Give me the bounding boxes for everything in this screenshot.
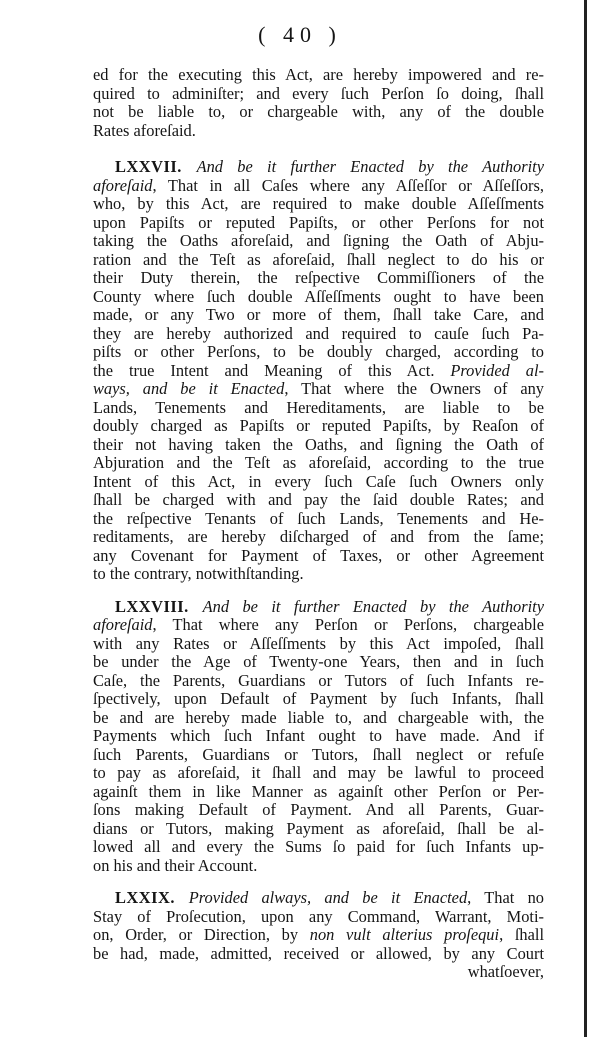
text-line xyxy=(93,709,544,728)
text-run: Intent of this Act, in every ſuch Caſe ſuch Owners only xyxy=(93,471,544,491)
italic-text: Provided al- xyxy=(450,360,544,380)
section-number: LXXIX. xyxy=(115,888,189,907)
text-run: be under the Age of Twenty-one Years, then and in ſuch xyxy=(93,652,544,671)
text-run: not be liable to, or chargeable with, any of the double xyxy=(93,102,544,121)
text-line xyxy=(93,232,544,251)
text-run: doubly charged as Papiſts or reputed Papiſts, by Reaſon of xyxy=(93,416,544,435)
italic-text: And be it further Enacted by the Authority xyxy=(196,157,544,176)
text-line xyxy=(93,399,544,418)
paragraph xyxy=(93,158,544,584)
text-run: quired to adminiſter; and every ſuch Perſon ſo doing, ſhall xyxy=(93,83,544,103)
text-run: Lands, Tenements and Hereditaments, are liable to be xyxy=(93,397,544,417)
paragraph xyxy=(93,66,544,140)
text-line xyxy=(93,528,544,547)
italic-text: aforeſaid xyxy=(93,175,153,195)
text-line xyxy=(93,325,544,344)
text-run: ſpectively, upon Default of Payment by ſuch Infants, ſhall xyxy=(93,689,544,708)
text-run: againſt them in like Manner as againſt other Perſon or Per- xyxy=(93,781,544,801)
text-line xyxy=(93,963,544,982)
text-line xyxy=(93,343,544,362)
text-line xyxy=(93,510,544,529)
text-run: ſhall be charged with and pay the ſaid double Rates; and xyxy=(93,490,544,509)
text-run: Payments which ſuch Infant ought to have made. And if xyxy=(93,726,544,745)
text-run: to the contrary, notwithſtanding. xyxy=(93,564,304,583)
text-line xyxy=(93,288,544,307)
text-run: ſuch Parents, Guardians or Tutors, ſhall neglect or refuſe xyxy=(93,744,544,764)
text-run: their not having taken the Oaths, and ſigning the Oath of xyxy=(93,434,544,454)
text-run: they are hereby authorized and required to cauſe ſuch Pa- xyxy=(93,323,544,343)
text-line xyxy=(93,103,544,122)
text-line xyxy=(93,362,544,381)
text-line xyxy=(93,436,544,455)
text-run: , That where any Perſon or Perſons, chargeable xyxy=(152,615,544,634)
text-run: Stay of Proſecution, upon any Command, Warrant, Moti- xyxy=(93,906,544,926)
text-line xyxy=(93,454,544,473)
italic-text: non vult alterius proſequi xyxy=(309,925,500,944)
text-line xyxy=(93,251,544,270)
page-edge-line xyxy=(584,0,587,1037)
text-run: made, or any Two or more of them, ſhall take Care, and xyxy=(93,305,544,324)
text-run: , ſhall xyxy=(499,925,545,944)
text-line xyxy=(93,491,544,510)
italic-text: aforeſaid xyxy=(93,615,153,634)
text-line xyxy=(93,473,544,492)
text-run: , That where the Owners of any xyxy=(284,379,545,398)
text-line xyxy=(93,565,544,584)
text-line xyxy=(93,380,544,399)
text-run: taking the Oaths aforeſaid, and ſigning the Oath of Abju- xyxy=(93,231,544,250)
text-line xyxy=(93,926,544,945)
section-number: LXXVII. xyxy=(115,157,197,176)
text-run: , That in all Caſes where any Aſſeſſor or Aſſeſſors, xyxy=(152,175,544,195)
italic-text: ways, and be it Enacted xyxy=(93,379,285,398)
text-line xyxy=(93,889,544,908)
paragraph xyxy=(93,889,544,982)
text-run: County where ſuch double Aſſeſſments ought to have been xyxy=(93,286,544,306)
text-run: , That no xyxy=(467,888,544,907)
text-line xyxy=(93,66,544,85)
text-run: piſts or other Perſons, to be doubly charged, according to xyxy=(93,342,544,361)
text-line xyxy=(93,672,544,691)
text-run: Caſe, the Parents, Guardians or Tutors of ſuch Infants re- xyxy=(93,670,544,690)
page-number: ( 40 ) xyxy=(258,22,342,47)
text-run: upon Papiſts or reputed Papiſts, or other Perſons for not xyxy=(93,212,544,232)
text-line xyxy=(93,727,544,746)
text-run: lowed all and every the Sums ſo paid for ſuch Infants up- xyxy=(93,837,544,856)
text-line xyxy=(93,195,544,214)
text-line xyxy=(93,838,544,857)
text-line xyxy=(93,746,544,765)
text-line xyxy=(93,690,544,709)
text-run: be had, made, admitted, received or allowed, by any Court xyxy=(93,943,544,963)
text-line xyxy=(93,783,544,802)
text-run: who, by this Act, are required to make double Aſſeſſments xyxy=(93,194,544,213)
text-run: ed for the executing this Act, are hereby impowered and re- xyxy=(93,65,544,84)
text-run: reditaments, are hereby diſcharged of and from the ſame; xyxy=(93,527,544,546)
text-run: Abjuration and the Teſt as aforeſaid, according to the true xyxy=(93,453,544,472)
text-line xyxy=(93,945,544,964)
text-run: the true Intent and Meaning of this Act. xyxy=(93,360,451,380)
text-line xyxy=(93,635,544,654)
text-line xyxy=(93,820,544,839)
text-run: any Covenant for Payment of Taxes, or other Agreement xyxy=(93,545,544,565)
text-line xyxy=(93,908,544,927)
section-number: LXXVIII. xyxy=(115,596,203,616)
text-line xyxy=(93,417,544,436)
text-line xyxy=(93,653,544,672)
text-run: their Duty therein, the reſpective Commiſſioners of the xyxy=(93,268,544,287)
text-line xyxy=(93,177,544,196)
text-line xyxy=(93,857,544,876)
text-line xyxy=(93,214,544,233)
italic-text: And be it further Enacted by the Authority xyxy=(202,596,544,616)
text-run: ſons making Default of Payment. And all Parents, Guar- xyxy=(93,800,544,819)
text-line xyxy=(93,306,544,325)
text-run: ration and the Teſt as aforeſaid, ſhall neglect to do his or xyxy=(93,249,544,269)
text-line xyxy=(93,122,544,141)
text-line xyxy=(93,598,544,617)
text-run: whatſoever, xyxy=(467,962,544,981)
text-run: Rates aforeſaid. xyxy=(93,120,196,140)
text-line xyxy=(93,616,544,635)
text-run: be and are hereby made liable to, and chargeable with, the xyxy=(93,707,544,727)
text-line xyxy=(93,85,544,104)
text-run: with any Rates or Aſſeſſments by this Act impoſed, ſhall xyxy=(93,633,544,653)
italic-text: Provided always, and be it Enacted xyxy=(188,888,468,907)
page-body xyxy=(93,66,544,996)
text-line xyxy=(93,269,544,288)
text-line xyxy=(93,158,544,177)
text-line xyxy=(93,801,544,820)
text-run: the reſpective Tenants of ſuch Lands, Tenements and He- xyxy=(93,508,544,528)
text-run: dians or Tutors, making Payment as aforeſaid, ſhall be al- xyxy=(93,818,544,838)
text-run: on, Order, or Direction, by xyxy=(93,925,310,944)
paragraph xyxy=(93,598,544,876)
text-line xyxy=(93,764,544,783)
text-line xyxy=(93,547,544,566)
text-run: on his and their Account. xyxy=(93,855,258,875)
text-run: to pay as aforeſaid, it ſhall and may be lawful to proceed xyxy=(93,763,544,782)
